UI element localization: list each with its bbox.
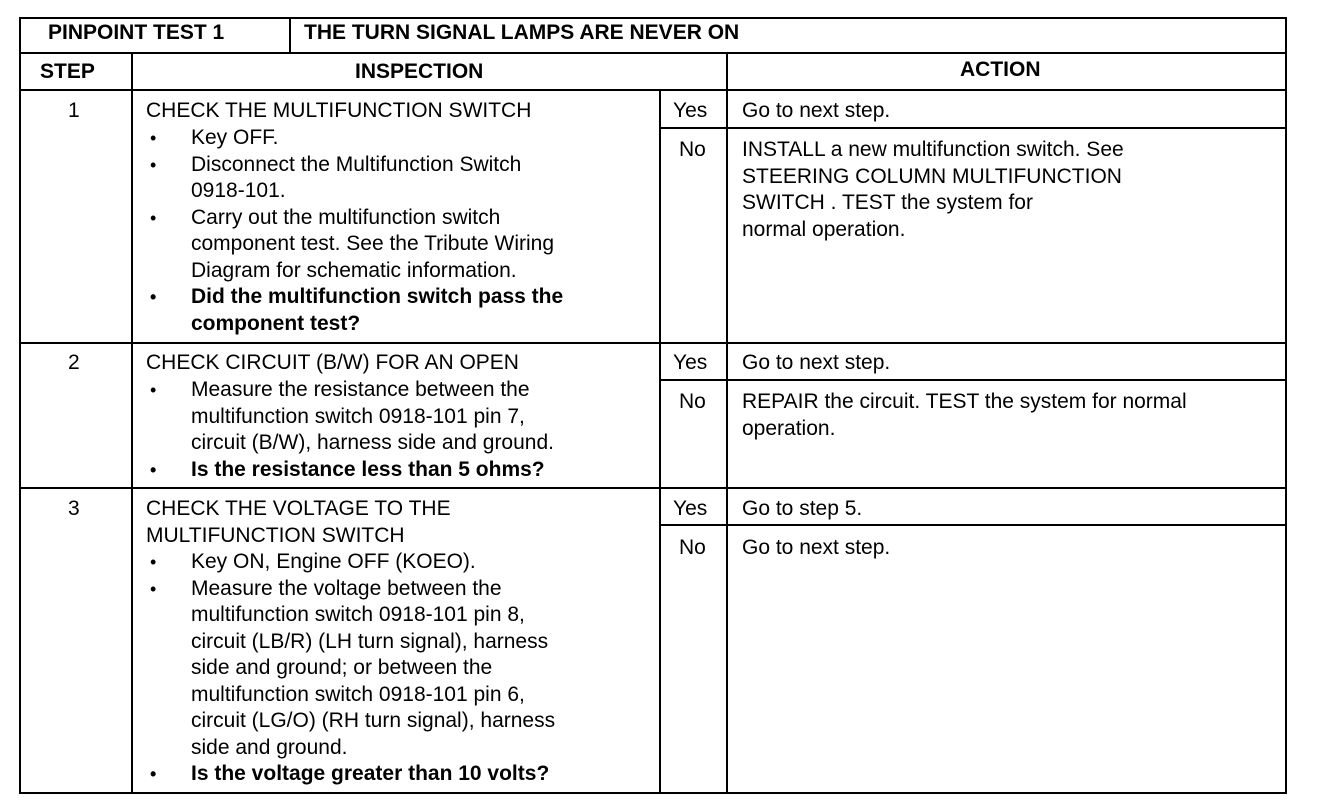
column-header-step: STEP: [40, 60, 95, 83]
yes-action: Go to next step.: [742, 351, 891, 374]
inspection-item: • Measure the voltage between the multifunction switch 0918-101 pin 8, circuit (LB/R) (LH turn signal), harness side and ground; or between the multifunction switch 0918-101 pin 6, circuit (LG/O) (RH turn signal), harness side and ground.: [146, 576, 555, 762]
inspection-item: • Key OFF.: [146, 125, 563, 152]
header-divider: [19, 52, 1287, 54]
no-action: Go to next step.: [742, 536, 891, 559]
yesno-column-divider: [659, 89, 661, 794]
no-action: INSTALL a new multifunction switch. See STEERING COLUMN MULTIFUNCTION SWITCH . TEST the system for normal operation.: [742, 138, 1124, 241]
no-label: No: [679, 536, 706, 559]
inspection-list: [146, 125, 563, 337]
step-number: 1: [68, 99, 80, 122]
test-label: PINPOINT TEST 1: [48, 21, 225, 44]
inspection-question: • Did the multifunction switch pass the component test?: [146, 284, 563, 337]
step-title: CHECK THE VOLTAGE TO THE MULTIFUNCTION SWITCH: [146, 497, 451, 547]
step-title: CHECK THE MULTIFUNCTION SWITCH: [146, 99, 532, 122]
yesno-divider-3: [659, 524, 1287, 526]
no-label: No: [679, 390, 706, 413]
step-column-divider: [131, 52, 133, 794]
inspection-item: • Key ON, Engine OFF (KOEO).: [146, 549, 555, 576]
test-title: THE TURN SIGNAL LAMPS ARE NEVER ON: [304, 21, 740, 44]
yes-label: Yes: [673, 99, 708, 122]
inspection-list: [146, 549, 555, 788]
inspection-question: • Is the resistance less than 5 ohms?: [146, 457, 554, 484]
inspection-item: • Disconnect the Multifunction Switch 0918-101.: [146, 152, 563, 205]
column-header-action: ACTION: [960, 58, 1041, 81]
yes-label: Yes: [673, 497, 708, 520]
inspection-item: • Measure the resistance between the multifunction switch 0918-101 pin 7, circuit (B/W), harness side and ground.: [146, 377, 554, 457]
row-divider-1: [19, 342, 1287, 344]
step-number: 2: [68, 351, 80, 374]
no-label: No: [679, 138, 706, 161]
yes-label: Yes: [673, 351, 708, 374]
no-action: REPAIR the circuit. TEST the system for normal operation.: [742, 390, 1187, 440]
yesno-divider-2: [659, 379, 1287, 381]
inspection-list: [146, 377, 554, 483]
step-title: CHECK CIRCUIT (B/W) FOR AN OPEN: [146, 351, 519, 374]
step-number: 3: [68, 497, 80, 520]
column-header-inspection: INSPECTION: [355, 60, 484, 83]
action-column-divider: [726, 52, 728, 794]
row-divider-2: [19, 487, 1287, 489]
inspection-question: • Is the voltage greater than 10 volts?: [146, 761, 555, 788]
yesno-divider-1: [659, 127, 1287, 129]
yes-action: Go to step 5.: [742, 497, 863, 520]
yes-action: Go to next step.: [742, 99, 891, 122]
column-header-divider: [19, 89, 1287, 91]
title-divider: [289, 17, 291, 53]
inspection-item: • Carry out the multifunction switch component test. See the Tribute Wiring Diagram for schematic information.: [146, 205, 563, 285]
